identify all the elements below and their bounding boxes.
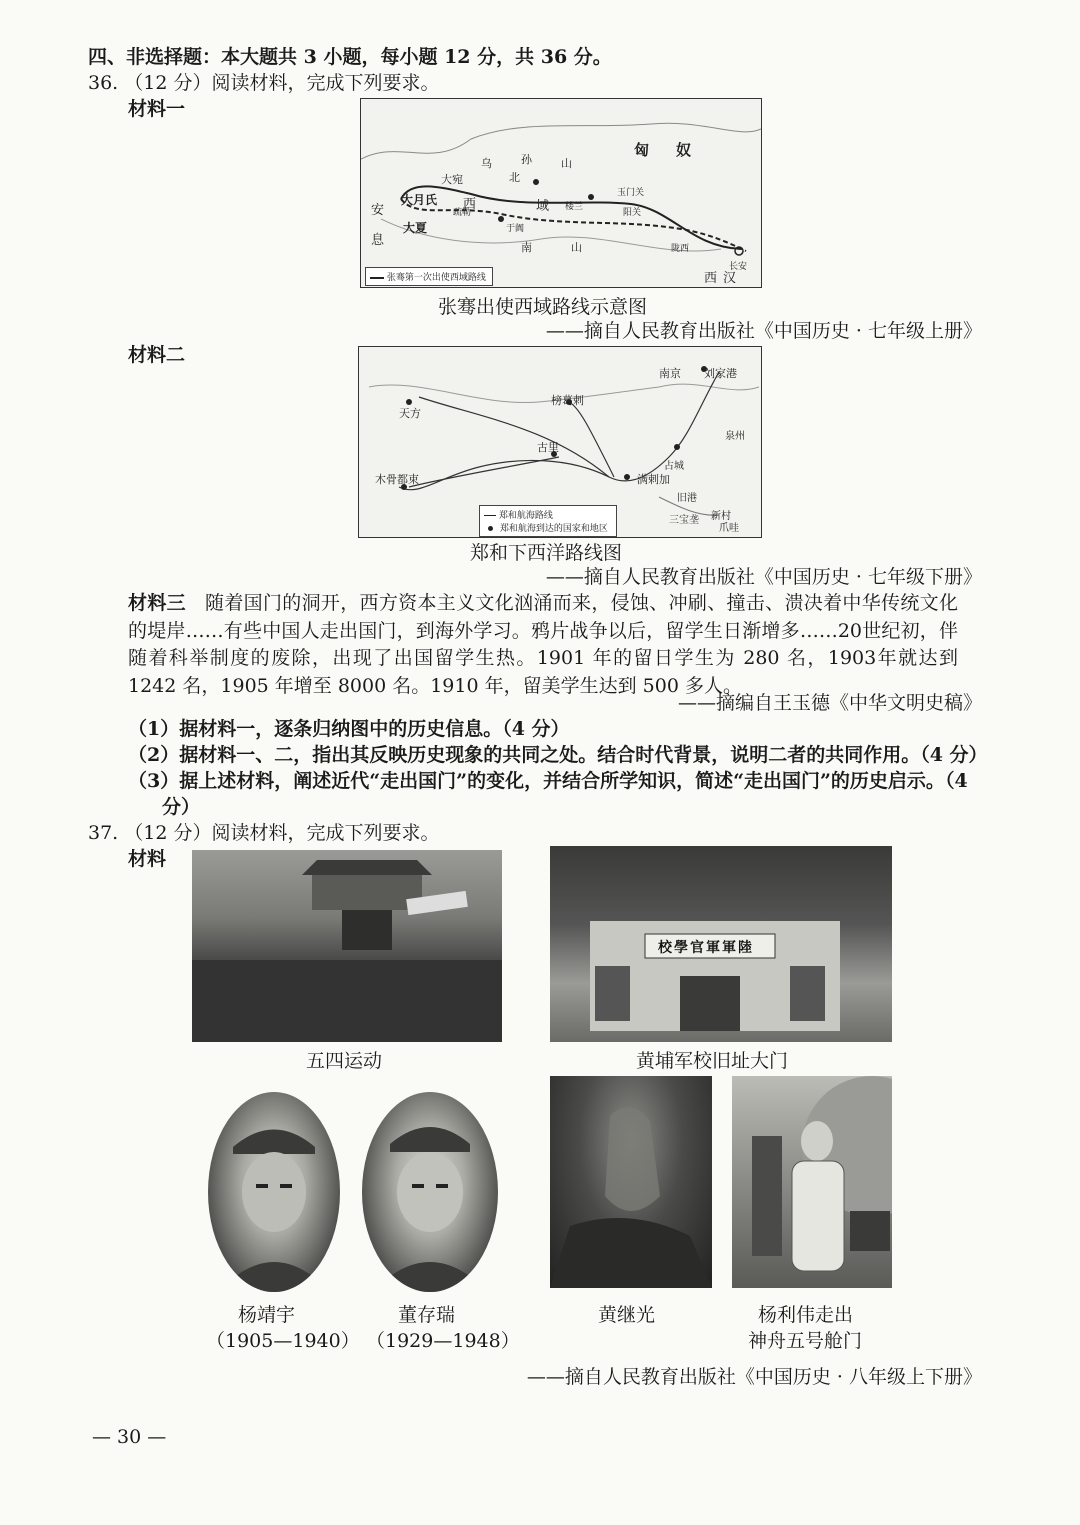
route-line-icon <box>370 277 384 279</box>
material-3-label: 材料三 <box>128 592 186 614</box>
dot-icon <box>488 526 493 531</box>
map2-label: 三宝垄 <box>669 515 699 526</box>
material-2-source: ——摘自人民教育出版社《中国历史 · 七年级下册》 <box>545 566 982 588</box>
photo-caption: 黄继光 <box>598 1304 656 1326</box>
map1-label: 安 <box>371 203 385 218</box>
map1-label: 山 <box>571 241 582 254</box>
whampoa-sign: 校學官軍軍陸 <box>658 940 754 956</box>
material-2-label: 材料二 <box>128 344 186 366</box>
painting-graphic <box>550 1076 712 1288</box>
portrait-years: （1929—1948） <box>366 1330 520 1352</box>
material-label: 材料 <box>128 848 167 870</box>
photo-caption: 五四运动 <box>306 1050 383 1072</box>
map1-label: 大夏 <box>403 221 428 235</box>
portrait-graphic <box>208 1092 340 1292</box>
map2-legend-route: 郑和航海路线 <box>498 511 553 521</box>
map1-label: 疏勒 <box>453 208 472 218</box>
photo-caption-line2: 神舟五号舱门 <box>748 1330 863 1352</box>
map2-label: 泉州 <box>725 431 745 442</box>
map1-label: 孙 <box>521 153 532 166</box>
map2-legend-places: 郑和航海到达的国家和地区 <box>499 524 608 534</box>
map1-label: 陇西 <box>671 244 690 254</box>
map1-label: 匈 <box>634 141 650 159</box>
photo-caption: 黄埔军校旧址大门 <box>636 1050 789 1072</box>
dong-cunrui-portrait <box>362 1092 498 1292</box>
huang-jiguang-painting <box>550 1076 712 1288</box>
material-source: ——摘自人民教育出版社《中国历史 · 八年级上下册》 <box>526 1366 982 1388</box>
map1-label: 楼兰 <box>565 202 584 212</box>
map1-legend-text: 张骞第一次出使西域路线 <box>386 273 486 283</box>
map1-label: 山 <box>561 157 572 170</box>
map2-label: 新村 <box>711 511 731 522</box>
section-header: 四、非选择题：本大题共 3 小题，每小题 12 分，共 36 分。 <box>88 46 612 68</box>
yang-jingyu-portrait <box>208 1092 340 1292</box>
map1-label: 域 <box>536 199 550 214</box>
portrait-caption: 董存瑞 <box>398 1304 456 1326</box>
map1-label: 大宛 <box>441 173 463 186</box>
map1-label: 玉门关 <box>617 188 645 198</box>
map1-label: 南 <box>521 241 532 254</box>
yang-liwei-photo <box>732 1076 892 1288</box>
question-37-title: 37. （12 分）阅读材料，完成下列要求。 <box>88 822 440 844</box>
portrait-graphic <box>362 1092 498 1292</box>
map2-label: 南京 <box>659 367 681 380</box>
map1-label: 北 <box>509 171 520 184</box>
question-36-1: （1）据材料一，逐条归纳图中的历史信息。（4 分） <box>128 718 570 740</box>
question-36-2: （2）据材料一、二，指出其反映历史现象的共同之处。结合时代背景，说明二者的共同作用。（4 分） <box>128 744 988 766</box>
map2-label: 满剌加 <box>637 473 670 486</box>
whampoa-gate-photo <box>550 846 892 1042</box>
map1-label: 乌 <box>481 157 492 170</box>
map1-legend <box>365 267 493 286</box>
zheng-he-route-map <box>358 346 762 538</box>
astronaut-graphic <box>732 1076 892 1288</box>
portrait-years: （1905—1940） <box>206 1330 360 1352</box>
page-number: — 30 — <box>92 1426 167 1448</box>
map2-label: 古里 <box>537 441 559 454</box>
map2-label: 旧港 <box>677 493 697 504</box>
map1-label: 汉 <box>723 271 737 286</box>
map2-label: 爪哇 <box>719 523 739 534</box>
map2-label: 榜葛剌 <box>551 394 584 407</box>
map1-label: 大月氏 <box>401 193 438 207</box>
map2-label: 占城 <box>664 461 684 472</box>
question-36-3: （3）据上述材料，阐述近代“走出国门”的变化，并结合所学知识，简述“走出国门”的历史启示。（4 分） <box>128 770 968 818</box>
map1-label: 西 <box>463 197 477 212</box>
map2-legend-row <box>484 508 612 521</box>
material-1-source: ——摘自人民教育出版社《中国历史 · 七年级上册》 <box>545 320 982 342</box>
photo-caption: 杨利伟走出 <box>758 1304 854 1326</box>
map2-legend <box>479 505 617 537</box>
map2-label: 木骨都束 <box>375 473 419 486</box>
material-3-block <box>128 590 958 700</box>
map2-label: 刘家港 <box>704 367 737 380</box>
may-fourth-photo <box>192 850 502 1042</box>
material-3-text: 随着国门的洞开，西方资本主义文化汹涌而来，侵蚀、冲刷、撞击、溃决着中华传统文化的堤岸……有些中国人走出国门，到海外学习。鸦片战争以后，留学生日渐增多……20世纪初，伴随着科举制度的废除，出现了出国留学生热。1901 年的留日学生为 280 名，1903年就达到 1242 名，1905 年增至 8000 名。1910 年，留美学生达到 500 多人。 <box>128 592 958 697</box>
map1-label: 息 <box>371 233 385 248</box>
map-2-caption: 郑和下西洋路线图 <box>470 542 623 564</box>
map2-legend-row <box>484 521 612 534</box>
map1-label: 西 <box>704 271 718 286</box>
may-fourth-graphic <box>192 850 502 1042</box>
map2-label: 天方 <box>399 407 421 420</box>
material-1-label: 材料一 <box>128 98 186 120</box>
question-36-title: 36. （12 分）阅读材料，完成下列要求。 <box>88 72 440 94</box>
route-line-icon <box>484 515 496 516</box>
zhang-qian-route-map <box>360 98 762 288</box>
material-3-source: ——摘编自王玉德《中华文明史稿》 <box>677 692 982 714</box>
map1-label: 奴 <box>676 141 692 159</box>
map1-label: 阳关 <box>623 208 642 218</box>
map1-label: 于阗 <box>506 224 525 234</box>
portrait-caption: 杨靖宇 <box>238 1304 296 1326</box>
map-1-caption: 张骞出使西域路线示意图 <box>438 296 648 318</box>
map1-label: 长安 <box>729 262 748 272</box>
